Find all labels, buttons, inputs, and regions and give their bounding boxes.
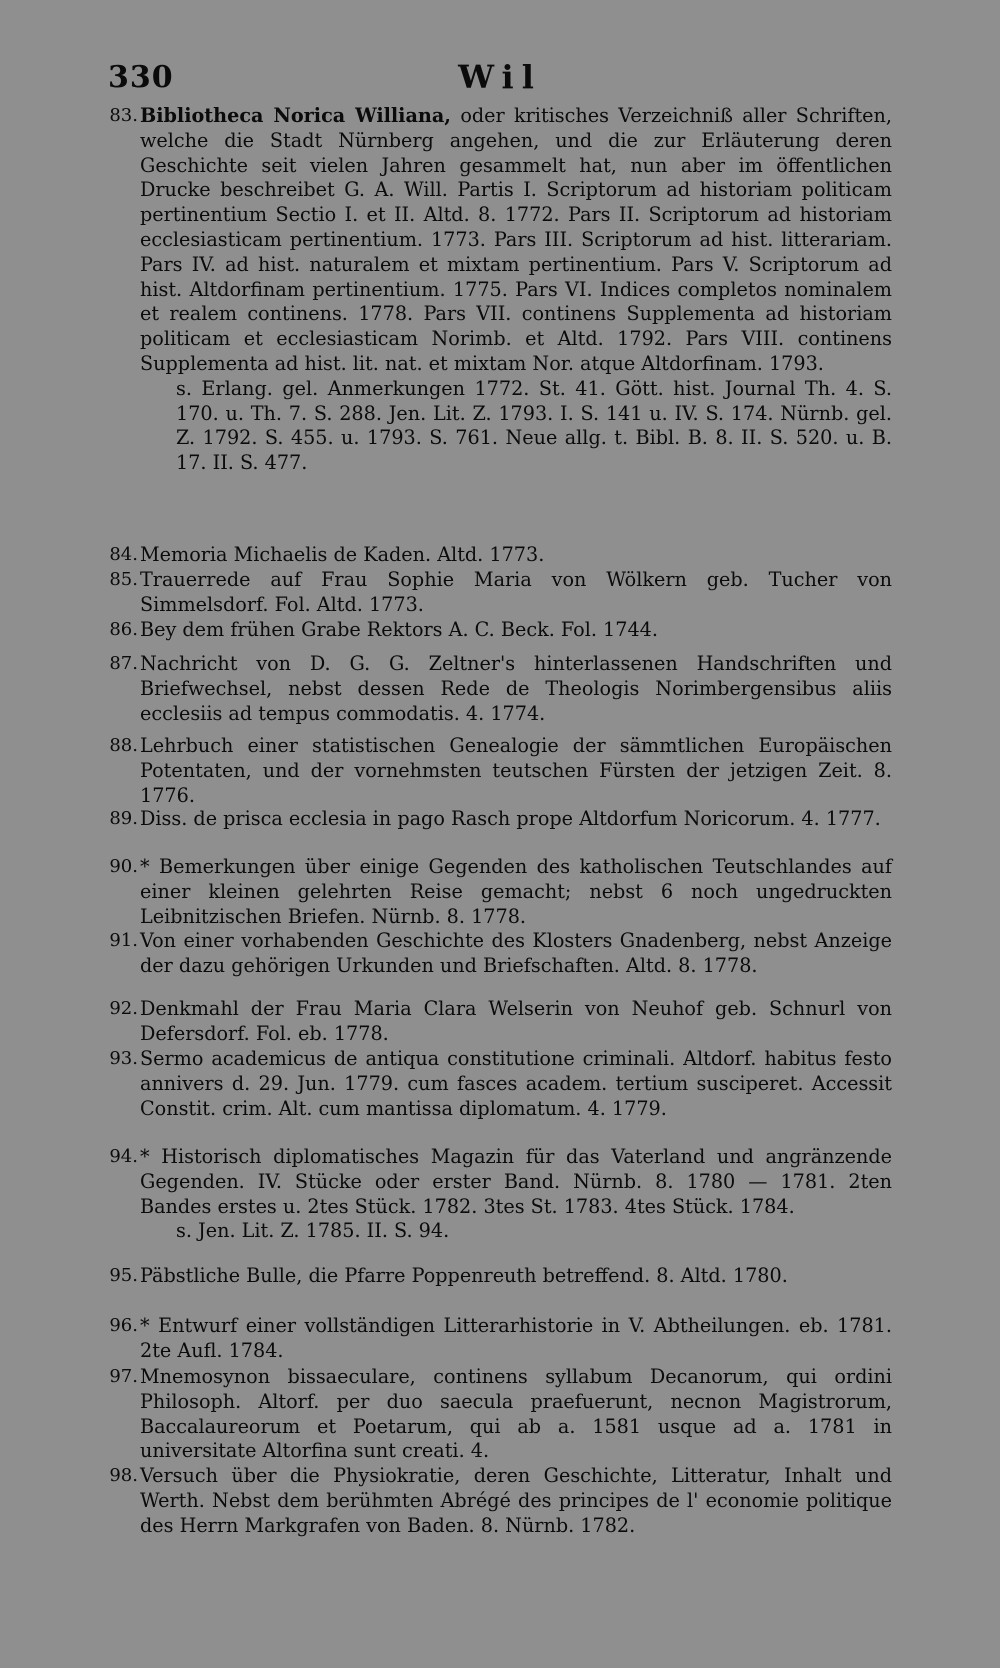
entry-description: * Entwurf einer vollständigen Litterarhistorie in V. Abtheilungen. eb. 1781. 2te Aufl. 1784.: [140, 1314, 892, 1362]
entry-text: [140, 1264, 892, 1289]
entry-text: [140, 1314, 892, 1364]
entry-text: [140, 734, 892, 808]
entry-description: Mnemosynon bissaeculare, continens syllabum Decanorum, qui ordini Philosoph. Altorf. per duo saecula praefuerunt, necnon Magistrorum, Baccalaureorum et Poetarum, qui ab a. 1581 usque ad a. 1781 in universitate Altorfina sunt creati. 4.: [140, 1365, 892, 1463]
entry-text: [140, 1365, 892, 1464]
entry-text: [140, 929, 892, 979]
entry-reference: s. Erlang. gel. Anmerkungen 1772. St. 41. Gött. hist. Journal Th. 4. S. 170. u. Th. 7. S. 288. Jen. Lit. Z. 1793. I. S. 141 u. IV. S. 174. Nürnb. gel. Z. 1792. S. 455. u. 1793. S. 761. Neue allg. t. Bibl. B. 8. II. S. 520. u. B. 17. II. S. 477.: [176, 376, 892, 475]
entry-description: Von einer vorhabenden Geschichte des Klosters Gnadenberg, nebst Anzeige der dazu gehörigen Urkunden und Briefschaften. Altd. 8. 1778.: [140, 929, 892, 977]
entry-number: 94.: [109, 1146, 138, 1167]
entry-number: 90.: [109, 856, 138, 877]
entry-title: Bibliotheca Norica Williana,: [140, 104, 451, 127]
entry-text: [140, 1047, 892, 1121]
entry-number: 87.: [109, 653, 138, 674]
entry-number: 88.: [109, 735, 138, 756]
entry-description: Bey dem frühen Grabe Rektors A. C. Beck. Fol. 1744.: [140, 618, 658, 641]
entry-text: [140, 618, 892, 643]
entry-description: Trauerrede auf Frau Sophie Maria von Wölkern geb. Tucher von Simmelsdorf. Fol. Altd. 1773.: [140, 568, 892, 616]
entry-text: [140, 652, 892, 726]
entry-number: 84.: [109, 544, 138, 565]
entry-description: Lehrbuch einer statistischen Genealogie der sämmtlichen Europäischen Potentaten, und der vornehmsten teutschen Fürsten der jetzigen Zeit. 8. 1776.: [140, 734, 892, 807]
entry-text: [140, 807, 892, 832]
entry-description: Nachricht von D. G. G. Zeltner's hinterlassenen Handschriften und Briefwechsel, nebst dessen Rede de Theologis Norimbergensibus aliis ecclesiis ad tempus commodatis. 4. 1774.: [140, 652, 892, 725]
entry-description: Sermo academicus de antiqua constitutione criminali. Altdorf. habitus festo annivers d. 29. Jun. 1779. cum fasces academ. tertium susciperet. Accessit Constit. crim. Alt. cum mantissa diplomatum. 4. 1779.: [140, 1047, 892, 1120]
entry-number: 95.: [109, 1265, 138, 1286]
entry-number: 98.: [109, 1465, 138, 1486]
entry-text: [140, 855, 892, 929]
entry-number: 97.: [109, 1366, 138, 1387]
entry-description: * Historisch diplomatisches Magazin für das Vaterland und angränzende Gegenden. IV. Stücke oder erster Band. Nürnb. 8. 1780 — 1781. 2ten Bandes erstes u. 2tes Stück. 1782. 3tes St. 1783. 4tes Stück. 1784.: [140, 1145, 892, 1218]
entry-description: Versuch über die Physiokratie, deren Geschichte, Litteratur, Inhalt und Werth. Nebst dem berühmten Abrégé des principes de l' economie politique des Herrn Markgrafen von Baden. 8. Nürnb. 1782.: [140, 1464, 892, 1537]
entry-description: Diss. de prisca ecclesia in pago Rasch prope Altdorfum Noricorum. 4. 1777.: [140, 807, 881, 830]
entry-description: oder kritisches Verzeichniß aller Schriften, welche die Stadt Nürnberg angehen, und die zur Erläuterung deren Geschichte seit vielen Jahren gesammelt hat, nun aber im öffentlichen Drucke beschreibet G. A. Will. Partis I. Scriptorum ad historiam politicam pertinentium Sectio I. et II. Altd. 8. 1772. Pars II. Scriptorum ad historiam ecclesiasticam pertinentium. 1773. Pars III. Scriptorum ad hist. litterariam. Pars IV. ad hist. naturalem et mixtam pertinentium. Pars V. Scriptorum ad hist. Altdorfinam pertinentium. 1775. Pars VI. Indices completos nominalem et realem continens. 1778. Pars VII. continens Supplementa ad historiam politicam et ecclesiasticam Norimb. et Altd. 1792. Pars VIII. continens Supplementa ad hist. lit. nat. et mixtam Nor. atque Altdorfinam. 1793.: [140, 104, 892, 375]
entry-number: 92.: [109, 998, 138, 1019]
entry-text: [140, 1145, 892, 1244]
entry-description: Memoria Michaelis de Kaden. Altd. 1773.: [140, 543, 545, 566]
entry-number: 85.: [109, 569, 138, 590]
entry-text: [140, 104, 892, 476]
entry-number: 83.: [109, 105, 138, 126]
entry-number: 96.: [109, 1315, 138, 1336]
entry-reference: s. Jen. Lit. Z. 1785. II. S. 94.: [176, 1219, 450, 1243]
entry-text: [140, 997, 892, 1047]
page-number: 330: [108, 60, 174, 95]
entry-number: 91.: [109, 930, 138, 951]
entry-number: 89.: [109, 808, 138, 829]
entry-number: 86.: [109, 619, 138, 640]
running-head: Wil: [458, 58, 542, 96]
entry-number: 93.: [109, 1048, 138, 1069]
entry-text: [140, 1464, 892, 1538]
entry-description: * Bemerkungen über einige Gegenden des katholischen Teutschlandes auf einer kleinen gelehrten Reise gemacht; nebst 6 noch ungedruckten Leibnitzischen Briefen. Nürnb. 8. 1778.: [140, 855, 892, 928]
entry-text: [140, 568, 892, 618]
entry-text: [140, 543, 892, 568]
entry-description: Denkmahl der Frau Maria Clara Welserin von Neuhof geb. Schnurl von Defersdorf. Fol. eb. 1778.: [140, 997, 892, 1045]
entry-description: Päbstliche Bulle, die Pfarre Poppenreuth betreffend. 8. Altd. 1780.: [140, 1264, 788, 1287]
